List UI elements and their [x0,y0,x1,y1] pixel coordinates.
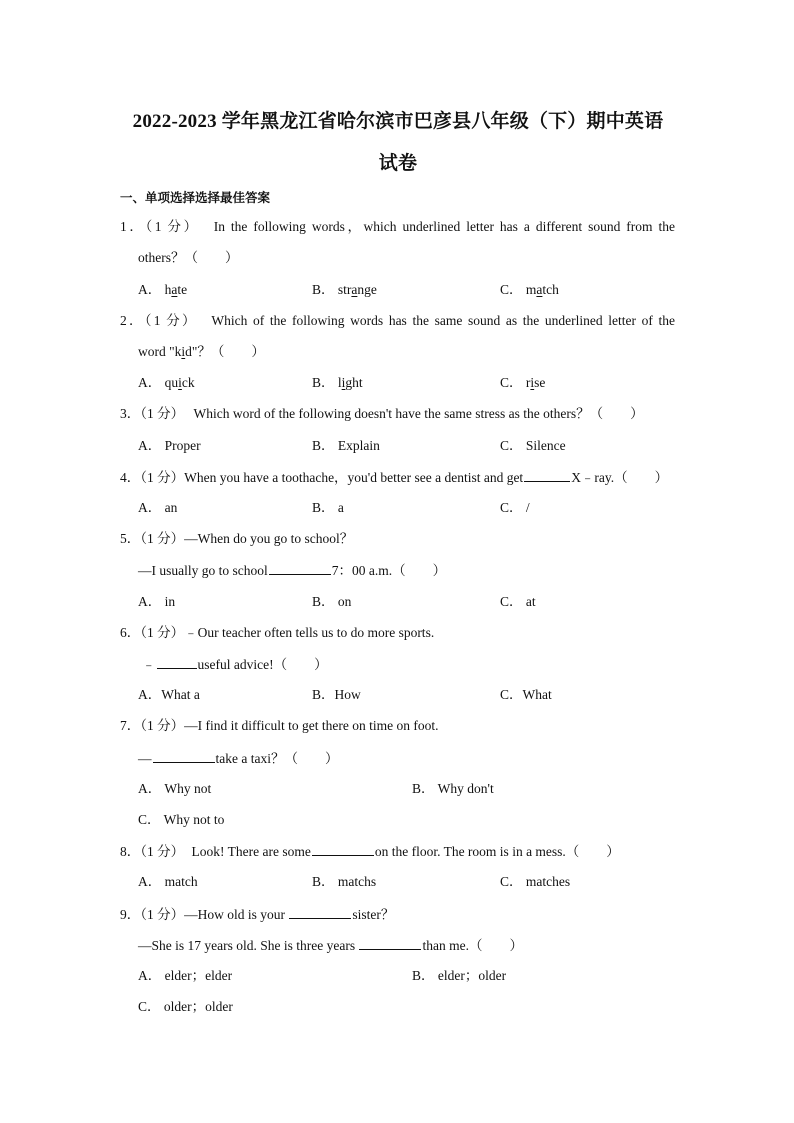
question-9-option-b[interactable] [412,968,506,984]
question-text: Which of the following words has the same sound as the underlined letter of the [211,313,676,328]
question-9-stem [120,906,394,923]
question-9-option-a[interactable] [138,968,232,984]
text-fragment: B． [312,500,335,515]
text-fragment: —She is 17 years old. She is three years [138,938,356,953]
text-fragment: C． [138,999,161,1014]
question-5-stem-cont [138,562,446,579]
question-7-option-a[interactable] [138,781,211,797]
question-1-stem-cont: others？（ ） [138,250,239,265]
text-fragment: older；older [163,999,233,1014]
text-fragment: C． [500,282,523,297]
text-fragment: A． [138,500,162,515]
text-fragment: at [525,594,536,609]
text-fragment: m [525,282,537,297]
text-fragment: How [334,687,361,702]
question-text: ﹣Our teacher often tells us to do more sports. [184,625,435,640]
question-9-option-c[interactable] [138,999,233,1015]
answer-blank[interactable] [269,562,331,575]
question-8-stem [120,843,620,860]
text-fragment: in [164,594,176,609]
underlined-letter: a [351,282,358,297]
underlined-letter: i [530,375,535,390]
text-fragment: / [525,500,530,515]
text-fragment: C． [500,687,523,702]
question-7-option-b[interactable] [412,781,494,797]
text-fragment: A． [138,874,162,889]
question-7-stem [120,718,438,734]
text-fragment: Silence [525,438,566,453]
text-fragment: Why don't [437,781,494,796]
question-2-option-c[interactable] [500,375,545,391]
underlined-letter: a [536,282,543,297]
text-fragment: Why not [164,781,212,796]
text-fragment: Proper [164,438,201,453]
text-fragment: A． [138,968,162,983]
text-fragment: on the floor. The room is in a mess.（ ） [374,844,620,859]
text-fragment: A． [138,282,162,297]
text-fragment: C． [500,375,523,390]
question-5-stem [120,531,353,547]
answer-blank[interactable] [153,750,215,763]
text-fragment: A． [138,594,162,609]
text-fragment: B． [312,282,335,297]
question-6-option-b[interactable] [312,687,361,703]
text-fragment: qu [164,375,179,390]
text-fragment: nge [357,282,377,297]
answer-blank[interactable] [359,937,421,950]
question-4-option-a[interactable] [138,500,177,516]
question-2-option-a[interactable] [138,375,195,391]
question-number: 8．（1 分） [120,844,185,859]
question-number: 6．（1 分） [120,625,185,640]
text-fragment: word "k [138,344,182,359]
question-number: 3．（1 分） [120,406,185,421]
question-3-option-c[interactable] [500,438,566,454]
question-9-stem-cont [138,937,523,954]
question-8-option-a[interactable] [138,874,198,890]
text-fragment: l [337,375,342,390]
question-2-stem [120,313,675,329]
question-3-option-a[interactable] [138,438,201,454]
text-fragment: Explain [337,438,380,453]
underlined-letter: i [178,375,182,390]
question-number: 4．（1 分） [120,470,185,485]
text-fragment: on [337,594,352,609]
text-fragment: B． [312,438,335,453]
question-3-option-b[interactable] [312,438,380,454]
text-fragment: A． [138,438,162,453]
question-1-option-c[interactable] [500,282,559,298]
text-fragment: an [164,500,178,515]
text-fragment: h [164,282,172,297]
page-title-line1: 2022-2023 学年黑龙江省哈尔滨市巴彦县八年级（下）期中英语 [132,111,664,132]
text-fragment: elder；elder [164,968,233,983]
text-fragment: X﹣ray.（ ） [571,470,669,485]
question-1-stem [120,219,675,235]
text-fragment: ck [181,375,195,390]
question-text: —When do you go to school？ [184,531,354,546]
question-number: 7．（1 分） [120,718,185,733]
text-fragment: C． [500,500,523,515]
text-fragment: B． [312,375,335,390]
question-5-option-a[interactable] [138,594,175,610]
text-fragment: What a [161,687,200,702]
question-1-option-b[interactable] [312,282,377,298]
text-fragment: ﹣ [142,657,156,672]
text-fragment: A． [138,781,162,796]
question-1-option-a[interactable] [138,282,187,298]
text-fragment: — [138,751,152,766]
question-8-option-c[interactable] [500,874,570,890]
answer-blank[interactable] [312,843,374,856]
question-number: 2．（1 分） [120,313,198,328]
text-fragment: a [337,500,344,515]
text-fragment: A． [138,687,162,702]
question-5-option-c[interactable] [500,594,536,610]
question-4-option-c[interactable] [500,500,530,516]
question-2-option-b[interactable] [312,375,363,391]
text-fragment: sister？ [352,907,395,922]
question-number: 1．（1 分） [120,219,200,234]
answer-blank[interactable] [524,469,570,482]
question-2-stem-cont [138,344,265,360]
text-fragment: B． [312,594,335,609]
underlined-letter: a [171,282,178,297]
question-4-stem [120,469,668,486]
text-fragment: se [534,375,546,390]
question-text: In the following words，which underlined letter has a different sound from the [213,219,676,234]
question-text: When you have a toothache，you'd better see a dentist and get [184,470,524,485]
text-fragment: tch [542,282,559,297]
text-fragment: te [177,282,188,297]
question-6-option-a[interactable] [138,687,200,703]
text-fragment: C． [500,594,523,609]
question-6-option-c[interactable] [500,687,552,703]
question-text: —I find it difficult to get there on time on foot. [184,718,439,733]
question-number: 9．（1 分） [120,907,185,922]
text-fragment: B． [312,874,335,889]
text-fragment: ght [345,375,363,390]
question-text: —How old is your [184,907,285,922]
page-title-line2: 试卷 [378,153,418,174]
section-heading: 一、单项选择选择最佳答案 [120,190,271,205]
text-fragment: than me.（ ） [422,938,523,953]
text-fragment: elder；older [437,968,507,983]
text-fragment: Why not to [163,812,225,827]
question-number: 5．（1 分） [120,531,185,546]
text-fragment: A． [138,375,162,390]
question-8-option-b[interactable] [312,874,376,890]
question-6-stem-cont [142,656,328,673]
text-fragment: B． [412,968,435,983]
text-fragment: useful advice!（ ） [197,657,328,672]
text-fragment: —I usually go to school [138,563,268,578]
text-fragment: B． [312,687,335,702]
question-4-option-b[interactable] [312,500,344,516]
text-fragment: r [525,375,531,390]
text-fragment: str [337,282,352,297]
text-fragment: matches [525,874,571,889]
answer-blank[interactable] [289,906,351,919]
question-7-option-c[interactable] [138,812,224,828]
question-5-option-b[interactable] [312,594,351,610]
text-fragment: match [164,874,198,889]
text-fragment: matchs [337,874,377,889]
text-fragment: C． [138,812,161,827]
underlined-letter: i [341,375,346,390]
question-7-stem-cont [138,750,338,767]
text-fragment: C． [500,874,523,889]
text-fragment: What [522,687,552,702]
question-text: Look! There are some [191,844,311,859]
text-fragment: take a taxi？（ ） [215,751,339,766]
question-6-stem [120,625,434,641]
question-3-stem [120,406,644,422]
answer-blank[interactable] [157,656,197,669]
text-fragment: C． [500,438,523,453]
text-fragment: d"？（ ） [185,344,265,359]
question-text: Which word of the following doesn't have the same stress as the others？（ ） [193,406,644,421]
text-fragment: 7：00 a.m.（ ） [331,563,447,578]
underlined-letter: i [181,344,186,359]
text-fragment: B． [412,781,435,796]
